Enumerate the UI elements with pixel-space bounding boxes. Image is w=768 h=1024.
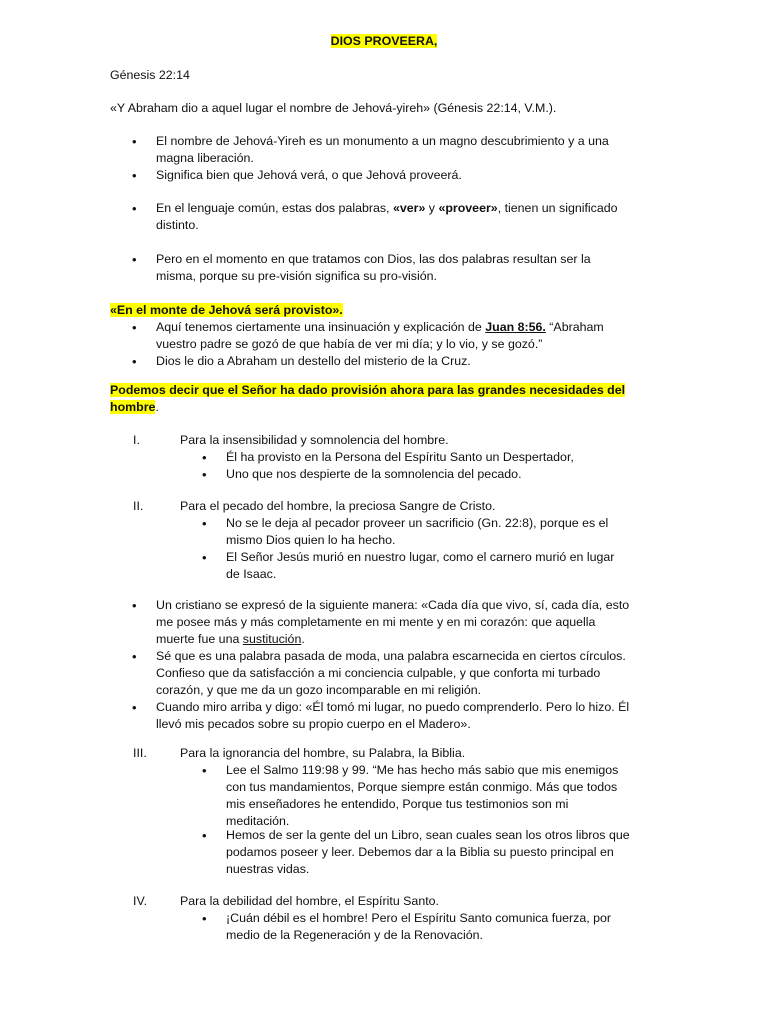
text-run: . <box>155 400 159 414</box>
word-proveer: «proveer» <box>438 201 498 215</box>
text-run: Aquí tenemos ciertamente una insinuación y explicación de <box>156 320 486 334</box>
pero-bullet <box>110 251 630 285</box>
section-heading <box>110 498 630 515</box>
section-title: Para la insensibilidad y somnolencia del hombre. <box>180 433 449 447</box>
section-1 <box>110 432 630 483</box>
section-heading <box>110 893 630 910</box>
list-item: • Uno que nos despierte de la somnolencia del pecado. <box>110 466 630 483</box>
provision-heading <box>110 382 640 416</box>
testimony-bullets <box>110 597 635 733</box>
section-heading <box>110 745 630 762</box>
list-item: • El Señor Jesús murió en nuestro lugar, como el carnero murió en lugar de Isaac. <box>110 549 630 583</box>
heading-highlight: «En el monte de Jehová será provisto». <box>110 303 343 317</box>
section-title: Para la debilidad del hombre, el Espíritu Santo. <box>180 894 439 908</box>
section-heading <box>110 432 630 449</box>
title-highlight: DIOS PROVEERA, <box>330 34 438 48</box>
lenguaje-bullet <box>110 200 630 234</box>
monte-heading <box>110 302 630 319</box>
list-item: • Pero en el momento en que tratamos con Dios, las dos palabras resultan ser la misma, porque su pre-visión significa su pro-visión. <box>110 251 630 285</box>
section-title: Para el pecado del hombre, la preciosa Sangre de Cristo. <box>180 499 496 513</box>
list-item: • Sé que es una palabra pasada de moda, una palabra escarnecida en ciertos círculos. Confieso que da satisfacción a mi conciencia culpable, y que conforta mi turbado corazón, y que me da un gozo incomparable en mi religión. <box>110 648 635 699</box>
roman-numeral: II. <box>133 499 144 513</box>
text-run: . <box>301 632 305 646</box>
list-item: • Lee el Salmo 119:98 y 99. “Me has hecho más sabio que mis enemigos con tus mandamientos, Porque siempre están conmigo. Más que todos mis enseñadores he entendido, Porque tus testimonios son mi meditación. <box>110 762 630 830</box>
roman-numeral: I. <box>133 433 140 447</box>
word-ver: «ver» <box>392 201 426 215</box>
underlined-word: sustitución <box>242 632 302 646</box>
section-4 <box>110 893 630 944</box>
intro-bullets <box>110 133 630 184</box>
list-item: • Dios le dio a Abraham un destello del misterio de la Cruz. <box>110 353 630 370</box>
text-run: En el lenguaje común, estas dos palabras, <box>156 201 393 215</box>
list-item <box>110 319 630 353</box>
list-item: • El nombre de Jehová-Yireh es un monumento a un magno descubrimiento y a una magna liberación. <box>110 133 630 167</box>
list-item: • ¡Cuán débil es el hombre! Pero el Espíritu Santo comunica fuerza, por medio de la Regeneración y de la Renovación. <box>110 910 630 944</box>
roman-numeral: III. <box>133 746 147 760</box>
list-item: • No se le deja al pecador proveer un sacrificio (Gn. 22:8), porque es el mismo Dios quien lo ha hecho. <box>110 515 630 549</box>
page-title <box>0 33 768 50</box>
monte-section <box>110 302 630 370</box>
text-run: Un cristiano se expresó de la siguiente manera: «Cada día que vivo, sí, cada día, esto me posee más y más completamente en mi mente y en mi corazón: que aquella muerte fue una <box>156 598 630 646</box>
list-item <box>110 597 635 648</box>
list-item: • Cuando miro arriba y digo: «Él tomó mi lugar, no puedo comprenderlo. Pero lo hizo. Él llevó mis pecados sobre su propio cuerpo en el Madero». <box>110 699 635 733</box>
list-item: • Significa bien que Jehová verá, o que Jehová proveerá. <box>110 167 630 184</box>
section-3 <box>110 745 630 830</box>
text-run: y <box>425 201 439 215</box>
roman-numeral: IV. <box>133 894 148 908</box>
text-run: , tienen un significado distinto. <box>156 201 618 232</box>
section-2 <box>110 498 630 583</box>
section-3-continued <box>110 827 630 878</box>
list-item: • Él ha provisto en la Persona del Espíritu Santo un Despertador, <box>110 449 630 466</box>
heading-highlight: Podemos decir que el Señor ha dado provisión ahora para las grandes necesidades del hombre <box>110 383 626 414</box>
list-item <box>110 200 630 234</box>
text-run: “Abraham vuestro padre se gozó de que había de ver mi día; y lo vio, y se gozó.” <box>156 320 604 351</box>
scripture-link: Juan 8:56. <box>485 320 546 334</box>
scripture-reference: Génesis 22:14 <box>110 68 190 82</box>
scripture-quote: «Y Abraham dio a aquel lugar el nombre de Jehová-yireh» (Génesis 22:14, V.M.). <box>110 101 557 115</box>
list-item: • Hemos de ser la gente del un Libro, sean cuales sean los otros libros que podamos poseer y leer. Debemos dar a la Biblia su puesto principal en nuestras vidas. <box>110 827 630 878</box>
section-title: Para la ignorancia del hombre, su Palabra, la Biblia. <box>180 746 466 760</box>
